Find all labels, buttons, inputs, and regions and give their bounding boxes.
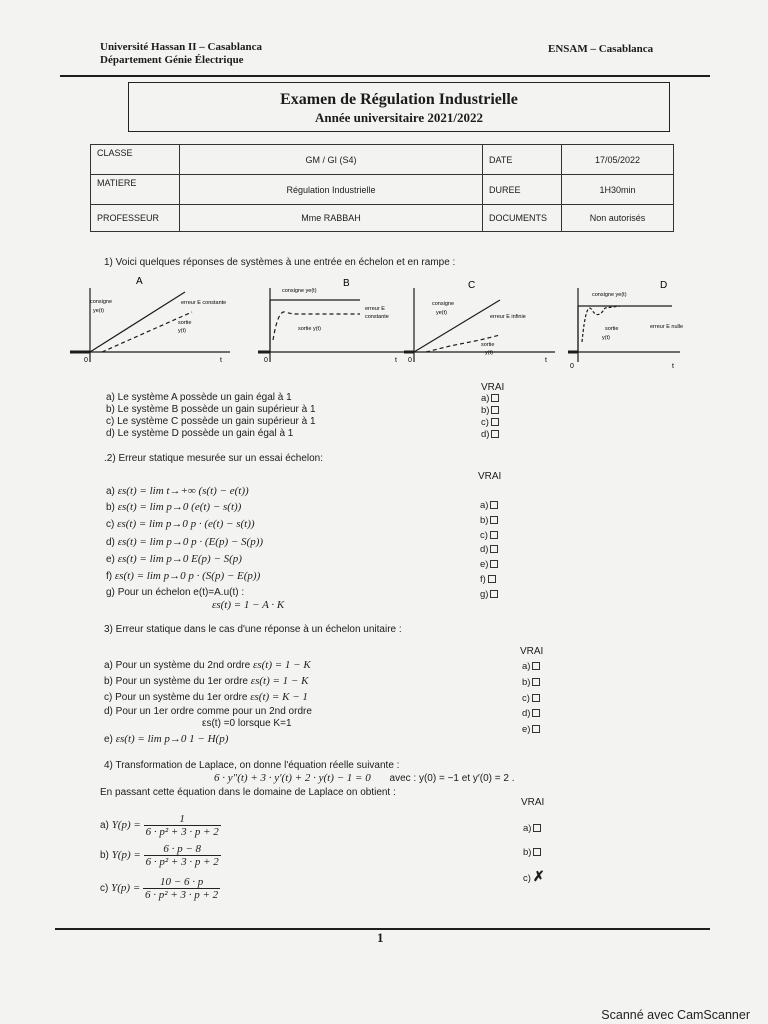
checkbox-icon[interactable]	[491, 418, 499, 426]
graph-b-t: t	[395, 357, 397, 364]
q3-option-a: a) Pour un système du 2nd ordre εs(t) = 1 − K	[104, 659, 311, 671]
graph-b-erreur: erreur E	[365, 306, 385, 312]
q3-check-a[interactable]: a)	[522, 661, 540, 672]
q2-option-b: b) εs(t) = lim p→0 (e(t) − s(t))	[106, 501, 242, 513]
page-number: 1	[377, 930, 384, 945]
graph-c-erreur: erreur E infinie	[490, 314, 526, 320]
info-label: DATE	[483, 145, 562, 175]
q1-check-d[interactable]: d)	[481, 429, 499, 441]
header-rule	[60, 75, 710, 77]
graph-b-letter: B	[343, 278, 350, 289]
q1-check-c[interactable]: c)	[481, 417, 499, 429]
q2-check-d[interactable]: d)	[480, 544, 498, 555]
exam-info-table	[90, 144, 674, 232]
q2-option-f: f) εs(t) = lim p→0 p · (S(p) − E(p))	[106, 570, 261, 582]
academic-year: Année universitaire 2021/2022	[314, 110, 484, 125]
q1-option-c: c) Le système C possède un gain supérieur à 1	[106, 416, 316, 427]
graph-c-consigne: consigne	[432, 301, 455, 307]
graph-c	[404, 288, 555, 362]
info-label: DOCUMENTS	[483, 205, 562, 232]
q3-check-e[interactable]: e)	[522, 724, 540, 735]
info-label: CLASSE	[91, 145, 180, 175]
checkbox-icon[interactable]	[532, 678, 540, 686]
graph-b-erreur2: constante	[365, 314, 389, 320]
q3-vrai-header: VRAI	[520, 646, 544, 657]
graph-a-ys: y(t)	[178, 328, 186, 334]
checkbox-icon[interactable]	[490, 545, 498, 553]
department-name: Département Génie Électrique	[100, 54, 244, 66]
graph-d-erreur: erreur E nulle	[650, 324, 684, 330]
graph-c-sortie: sortie	[481, 342, 495, 348]
q4-equation: 6 · y″(t) + 3 · y′(t) + 2 · y(t) − 1 = 0 avec : y(0) = −1 et y′(0) = 2 .	[214, 772, 515, 784]
q3-check-c[interactable]: c)	[522, 693, 540, 704]
university-name: Université Hassan II – Casablanca	[100, 41, 262, 53]
graph-c-ys: y(t)	[485, 350, 493, 356]
q3-option-d: d) Pour un 1er ordre comme pour un 2nd ordre	[104, 706, 312, 717]
q2-option-c: c) εs(t) = lim p→0 p · (e(t) − s(t))	[106, 518, 255, 530]
graph-d-ys: y(t)	[602, 335, 610, 341]
q3-option-c: c) Pour un système du 1er ordre εs(t) = K − 1	[104, 691, 308, 703]
exam-title: Examen de Régulation Industrielle	[280, 91, 518, 108]
info-value: Régulation Industrielle	[180, 175, 483, 205]
info-label: MATIERE	[91, 175, 180, 205]
camscanner-footer: Scanné avec CamScanner	[601, 1008, 750, 1022]
checkbox-icon[interactable]	[532, 709, 540, 717]
checkbox-icon[interactable]	[491, 406, 499, 414]
info-value: 1H30min	[562, 175, 674, 205]
q4-option-c: c) Y(p) = $\frac{10 - 6 \cdot p}{\text{6 · p² + 3 · p + 2}}$	[100, 876, 219, 901]
q2-check-f[interactable]: f)	[480, 574, 496, 585]
q2-title: .2) Erreur statique mesurée sur un essai échelon:	[104, 453, 323, 464]
fraction: $\frac{10 - 6 \cdot p}{\text{6 · p² + 3 · p + 2}}$	[145, 876, 219, 901]
q3-title: 3) Erreur statique dans le cas d'une réponse à un échelon unitaire :	[104, 624, 402, 635]
checkbox-icon[interactable]	[490, 501, 498, 509]
q2-check-e[interactable]: e)	[480, 559, 498, 570]
checkbox-icon[interactable]	[488, 575, 496, 583]
graph-d-sortie: sortie	[605, 326, 619, 332]
info-value: Mme RABBAH	[180, 205, 483, 232]
graph-d-origin: 0	[570, 363, 574, 370]
checkbox-icon[interactable]	[490, 590, 498, 598]
graph-a-t: t	[220, 357, 222, 364]
q2-option-a: a) εs(t) = lim t→+∞ (s(t) − e(t))	[106, 485, 249, 497]
q4-check-b[interactable]: b)	[523, 847, 541, 858]
info-value: Non autorisés	[562, 205, 674, 232]
info-value: 17/05/2022	[562, 145, 674, 175]
graph-a-origin: 0	[84, 357, 88, 364]
graph-c-t: t	[545, 357, 547, 364]
q3-check-b[interactable]: b)	[522, 677, 540, 688]
q1-option-b: b) Le système B possède un gain supérieur à 1	[106, 404, 316, 415]
q1-check-a[interactable]: a)	[481, 393, 499, 405]
graph-a-ye: ye(t)	[93, 308, 104, 314]
q3-option-b: b) Pour un système du 1er ordre εs(t) = 1 − K	[104, 675, 309, 687]
q1-option-a: a) Le système A possède un gain égal à 1	[106, 392, 292, 403]
q2-option-g-math: εs(t) = 1 − A · K	[212, 599, 285, 611]
info-label: PROFESSEUR	[91, 205, 180, 232]
q4-check-a[interactable]: a)	[523, 823, 541, 834]
table-row	[91, 175, 674, 205]
q4-check-c[interactable]: c) ✗	[523, 868, 545, 884]
q4-option-a: a) Y(p) = $\frac{1}{\text{6 · p² + 3 · p + 2}}$	[100, 813, 219, 838]
checkbox-icon[interactable]	[491, 394, 499, 402]
graph-d-t: t	[672, 363, 674, 370]
q1-options	[106, 392, 316, 440]
q2-check-b[interactable]: b)	[480, 515, 498, 526]
graph-b	[258, 288, 405, 362]
exam-title-box	[128, 82, 670, 132]
q2-option-e: e) εs(t) = lim p→0 E(p) − S(p)	[106, 553, 242, 565]
q2-vrai-header: VRAI	[478, 471, 502, 482]
q2-check-g[interactable]: g)	[480, 589, 498, 600]
q1-check-b[interactable]: b)	[481, 405, 499, 417]
checkbox-icon[interactable]	[532, 694, 540, 702]
graph-a-sortie: sortie	[178, 320, 192, 326]
graph-a-letter: A	[136, 276, 143, 287]
graph-d-letter: D	[660, 280, 668, 291]
graph-c-origin: 0	[408, 357, 412, 364]
graph-c-letter: C	[468, 280, 476, 291]
q2-check-c[interactable]: c)	[480, 530, 498, 541]
graph-b-sortie: sortie y(t)	[298, 326, 321, 332]
graph-a-consigne: consigne	[90, 299, 113, 305]
university-header	[100, 41, 262, 67]
checkbox-icon[interactable]	[490, 516, 498, 524]
graph-a-erreur: erreur E constante	[181, 300, 227, 306]
checkbox-icon[interactable]	[533, 848, 541, 856]
checkbox-icon[interactable]	[532, 725, 540, 733]
checked-cross-icon[interactable]: ✗	[532, 868, 545, 884]
fraction: $\frac{1}{\text{6 · p² + 3 · p + 2}}$	[145, 813, 219, 838]
q4-title: 4) Transformation de Laplace, on donne l'équation réelle suivante :	[104, 760, 400, 771]
table-row	[91, 145, 674, 175]
q3-option-d-detail: εs(t) =0 lorsque K=1	[202, 718, 292, 729]
q4-conditions: avec : y(0) = −1 et y′(0) = 2 .	[389, 773, 515, 784]
q1-vrai-header: VRAI	[481, 382, 505, 393]
q1-graphs	[60, 270, 720, 380]
checkbox-icon[interactable]	[533, 824, 541, 832]
q2-check-a[interactable]: a)	[480, 500, 498, 511]
q2-option-d: d) εs(t) = lim p→0 p · (E(p) − S(p))	[106, 536, 264, 548]
q3-option-e: e) εs(t) = lim p→0 1 − H(p)	[104, 733, 229, 745]
checkbox-icon[interactable]	[490, 560, 498, 568]
q2-option-g: g) Pour un échelon e(t)=A.u(t) :	[106, 587, 245, 598]
graph-b-consigne: consigne ye(t)	[282, 288, 317, 294]
checkbox-icon[interactable]	[491, 430, 499, 438]
info-value: GM / GI (S4)	[180, 145, 483, 175]
q1-checkboxes	[481, 393, 499, 441]
checkbox-icon[interactable]	[532, 662, 540, 670]
q1-title: 1) Voici quelques réponses de systèmes à une entrée en échelon et en rampe :	[104, 257, 456, 268]
graph-b-origin: 0	[264, 357, 268, 364]
graph-d-consigne: consigne ye(t)	[592, 292, 627, 298]
checkbox-icon[interactable]	[490, 531, 498, 539]
q4-vrai-header: VRAI	[521, 797, 545, 808]
school-name: ENSAM – Casablanca	[548, 43, 654, 55]
q4-intro: En passant cette équation dans le domaine de Laplace on obtient :	[100, 787, 396, 798]
q4-option-b: b) Y(p) = $\frac{6 \cdot p - 8}{\text{6 · p² + 3 · p + 2}}$	[100, 843, 219, 868]
q1-option-d: d) Le système D possède un gain égal à 1	[106, 428, 294, 439]
info-label: DUREE	[483, 175, 562, 205]
fraction: $\frac{6 \cdot p - 8}{\text{6 · p² + 3 · p + 2}}$	[145, 843, 219, 868]
q3-check-d[interactable]: d)	[522, 708, 540, 719]
table-row	[91, 205, 674, 232]
graph-c-ye: ye(t)	[436, 310, 447, 316]
